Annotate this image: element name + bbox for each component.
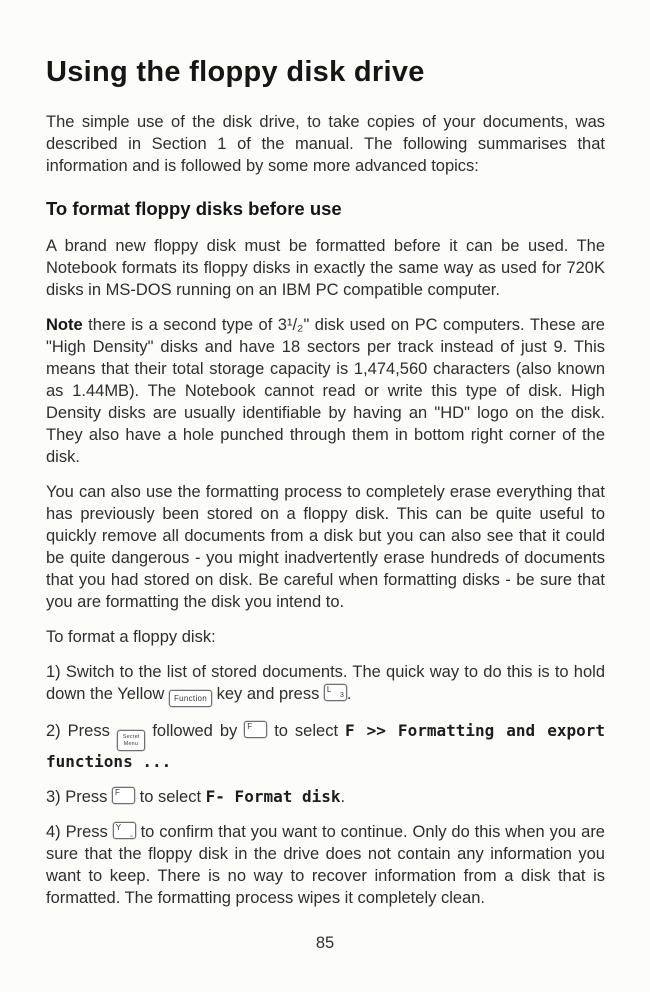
l-3-key-icon: L 3 xyxy=(324,684,347,701)
section-heading: To format floppy disks before use xyxy=(46,198,342,219)
step-1: 1) Switch to the list of stored documents. The quick way to do this is to hold down the Yellow Function key and press L 3 . xyxy=(46,661,605,707)
f-key-icon: F xyxy=(244,721,267,738)
step-2: 2) Press Secret Menu followed by F to select F >> Formatting and export functions ... xyxy=(46,721,605,771)
para-erase-warning: You can also use the formatting process to completely erase everything that has previously been stored on a floppy disk. This can be quite useful to quickly remove all documents from a disk but you can also see that it could be quite dangerous - you might inadvertently erase hundreds of documents that you had stored on disk. Be careful when formatting disks - be sure that you are formatting the disk you intend to. xyxy=(46,483,605,611)
command-text: F >> Formatting and export functions ... xyxy=(46,721,605,771)
note-body: there is a second type of 3¹/₂" disk used on PC computers. These are "High Density" disks and have 18 sectors per track instead of just 9. This means that their total storage capacity is 1,474,560 characters (also known as 1.44MB). The Notebook cannot read or write this type of disk. High Density disks are usually identifiable by having an "HD" logo on the disk. They also have a hole punched through them in bottom right corner of the disk. xyxy=(46,316,605,466)
step-4: 4) Press Y ˷ to confirm that you want to continue. Only do this when you are sure that the floppy disk in the drive does not contain any information you want to keep. There is no way to recover information from a disk that is formatted. The formatting process wipes it completely clean. xyxy=(46,823,605,907)
note-label: Note xyxy=(46,316,83,334)
page-title: Using the floppy disk drive xyxy=(46,56,425,88)
page-number: 85 xyxy=(315,934,335,952)
f-key-icon: F xyxy=(112,787,135,804)
steps-intro: To format a floppy disk: xyxy=(46,628,216,646)
function-key-icon: Function xyxy=(169,690,212,707)
secret-menu-key-icon: Secret Menu xyxy=(117,730,146,751)
y-key-icon: Y ˷ xyxy=(113,822,136,839)
para-format-basics: A brand new floppy disk must be formatted before it can be used. The Notebook formats its floppy disks in exactly the same way as used for 720K disks in MS-DOS running on an IBM PC compatible computer. xyxy=(46,237,605,299)
intro-paragraph: The simple use of the disk drive, to take copies of your documents, was described in Section 1 of the manual. The following summarises that information and is followed by some more advanced topics: xyxy=(46,113,605,175)
step-3: 3) Press F to select F- Format disk. xyxy=(46,787,346,806)
note-paragraph xyxy=(46,314,605,468)
command-text: F- Format disk xyxy=(205,787,341,806)
